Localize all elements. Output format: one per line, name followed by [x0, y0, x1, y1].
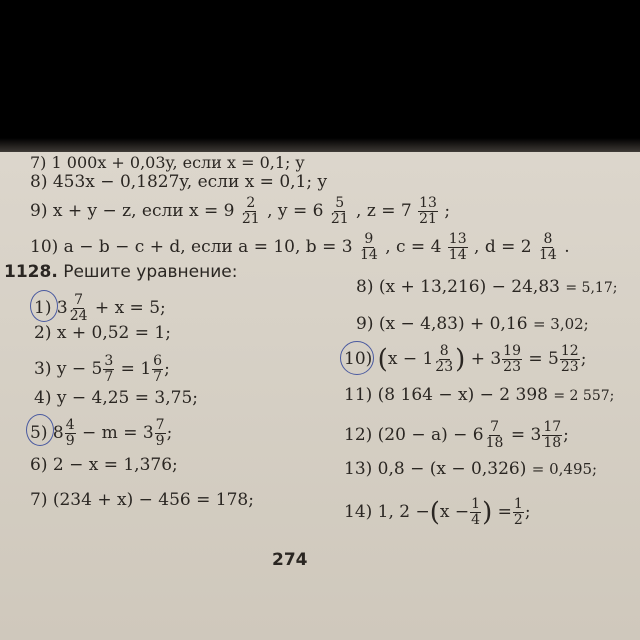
equation-14	[344, 497, 531, 528]
fraction	[241, 196, 261, 227]
denominator: 23	[560, 359, 579, 375]
close-paren: )	[455, 344, 466, 375]
equation-label: 11)	[344, 385, 373, 405]
denominator: 9	[155, 433, 165, 449]
denominator: 2	[513, 512, 523, 528]
fraction	[65, 418, 76, 449]
equation-text: 2 − x = 1,376;	[52, 455, 178, 475]
numerator: 9	[364, 231, 374, 247]
equation-part: = 3	[510, 425, 542, 445]
equation-text: (8 164 − x) − 2 398	[377, 385, 548, 405]
equation-part: 8	[52, 423, 64, 443]
numerator: 7	[155, 417, 165, 433]
numerator: 1	[513, 496, 523, 512]
equation-2	[34, 323, 171, 343]
denominator: 7	[104, 369, 114, 385]
numerator: 13	[448, 231, 467, 247]
denominator: 7	[153, 369, 163, 385]
denominator: 14	[539, 247, 557, 263]
equation-label: 8)	[356, 277, 374, 297]
task-header	[4, 262, 237, 282]
equation-part: 1, 2 −	[377, 502, 430, 522]
fraction	[542, 420, 562, 451]
task-title: Решите уравнение:	[63, 262, 238, 282]
fraction	[359, 232, 379, 263]
equation-12	[344, 420, 569, 451]
fraction	[69, 293, 89, 324]
denominator: 14	[448, 247, 467, 263]
denominator: 24	[69, 308, 88, 324]
numerator: 13	[419, 195, 437, 211]
denominator: 23	[435, 359, 454, 375]
line-10-end: .	[564, 237, 570, 257]
denominator: 21	[330, 211, 349, 227]
equation-7	[30, 490, 254, 510]
equation-part: ;	[164, 359, 170, 379]
line-9-end: ;	[444, 201, 451, 221]
exercise-line-7: 7) 1 000x + 0,03y, если x = 0,1; y	[30, 153, 305, 172]
fraction	[470, 497, 481, 528]
numerator: 5	[335, 195, 345, 211]
fraction	[103, 354, 114, 385]
equation-part: = 5	[528, 349, 559, 369]
numerator: 6	[153, 353, 163, 369]
line-10-mid-1: , c = 4	[385, 237, 442, 257]
denominator: 4	[471, 512, 481, 528]
line-9-mid-1: , y = 6	[267, 201, 324, 221]
equation-9	[356, 314, 589, 334]
fraction	[538, 232, 558, 263]
fraction	[502, 344, 522, 375]
fraction	[330, 196, 350, 227]
equation-label: 1)	[34, 298, 52, 318]
equation-result: = 0,495;	[531, 460, 598, 478]
equation-11	[344, 385, 614, 406]
equation-label: 6)	[30, 455, 48, 475]
line-9-prefix: 9) x + y − z, если x = 9	[30, 201, 235, 221]
numerator: 8	[543, 231, 553, 247]
denominator: 14	[359, 247, 378, 263]
denominator: 18	[485, 435, 504, 451]
close-paren: )	[482, 497, 493, 528]
exercise-line-8: 8) 453x − 0,1827y, если x = 0,1; y	[30, 172, 328, 192]
denominator: 23	[503, 359, 521, 375]
exercise-line-10	[30, 232, 570, 263]
denominator: 9	[65, 433, 75, 449]
equation-result: = 3,02;	[532, 315, 589, 333]
equation-5	[30, 418, 172, 449]
equation-part: x −	[439, 502, 470, 522]
equation-part: y − 5	[56, 359, 103, 379]
numerator: 17	[543, 419, 562, 435]
equation-label: 12)	[344, 425, 373, 445]
line-10-mid-2: , d = 2	[474, 237, 532, 257]
equation-result: = 5,17;	[565, 280, 618, 296]
denominator: 18	[543, 435, 562, 451]
equation-part: + x = 5;	[94, 298, 166, 318]
equation-part: x − 1	[387, 349, 434, 369]
equation-8	[356, 277, 617, 298]
equation-part: + 3	[470, 349, 502, 369]
equation-part: ;	[563, 425, 569, 445]
equation-part: =	[497, 502, 512, 522]
equation-part: ;	[524, 502, 531, 522]
line-9-mid-2: , z = 7	[356, 201, 412, 221]
page-number: 274	[272, 550, 308, 570]
equation-label: 13)	[344, 459, 373, 479]
equation-text: (x + 13,216) − 24,83	[378, 277, 560, 297]
open-paren: (	[377, 344, 388, 375]
equation-text: (x − 4,83) + 0,16	[378, 314, 528, 334]
numerator: 4	[65, 417, 75, 433]
equation-10	[344, 344, 586, 375]
equation-text: y − 4,25 = 3,75;	[56, 388, 198, 408]
numerator: 12	[560, 343, 579, 359]
fraction	[560, 344, 580, 375]
equation-text: x + 0,52 = 1;	[56, 323, 171, 343]
fraction	[152, 354, 163, 385]
task-number: 1128.	[4, 262, 58, 282]
equation-label: 7)	[30, 490, 48, 510]
numerator: 3	[104, 353, 114, 369]
equation-text: 0,8 − (x − 0,326)	[377, 459, 527, 479]
numerator: 8	[439, 343, 449, 359]
equation-label: 5)	[30, 423, 48, 443]
numerator: 7	[74, 292, 84, 308]
equation-part: − m = 3	[82, 423, 154, 443]
exercise-line-9	[30, 196, 450, 227]
equation-label: 2)	[34, 323, 52, 343]
equation-text: (234 + x) − 456 = 178;	[52, 490, 254, 510]
fraction	[418, 196, 438, 227]
numerator: 2	[246, 195, 256, 211]
numerator: 7	[490, 419, 499, 435]
fraction	[448, 232, 468, 263]
denominator: 21	[419, 211, 437, 227]
equation-6	[30, 455, 178, 475]
equation-1	[34, 293, 166, 324]
equation-label: 10)	[344, 349, 373, 369]
equation-part: ;	[166, 423, 173, 443]
fraction	[155, 418, 166, 449]
equation-4	[34, 388, 198, 408]
line-10-prefix: 10) a − b − c + d, если a = 10, b = 3	[30, 237, 353, 257]
equation-label: 9)	[356, 314, 374, 334]
equation-part: = 1	[120, 359, 152, 379]
equation-13	[344, 459, 597, 479]
open-paren: (	[429, 497, 440, 528]
numerator: 1	[471, 496, 481, 512]
equation-part: (20 − a) − 6	[377, 425, 484, 445]
fraction	[434, 344, 454, 375]
fraction	[513, 497, 524, 528]
equation-label: 3)	[34, 359, 52, 379]
equation-label: 14)	[344, 502, 373, 522]
denominator: 21	[241, 211, 260, 227]
equation-3	[34, 354, 170, 385]
fraction	[485, 420, 505, 451]
numerator: 19	[503, 343, 521, 359]
equation-part: ;	[580, 349, 587, 369]
equation-part: 3	[56, 298, 68, 318]
equation-label: 4)	[34, 388, 52, 408]
equation-result: = 2 557;	[553, 388, 615, 404]
